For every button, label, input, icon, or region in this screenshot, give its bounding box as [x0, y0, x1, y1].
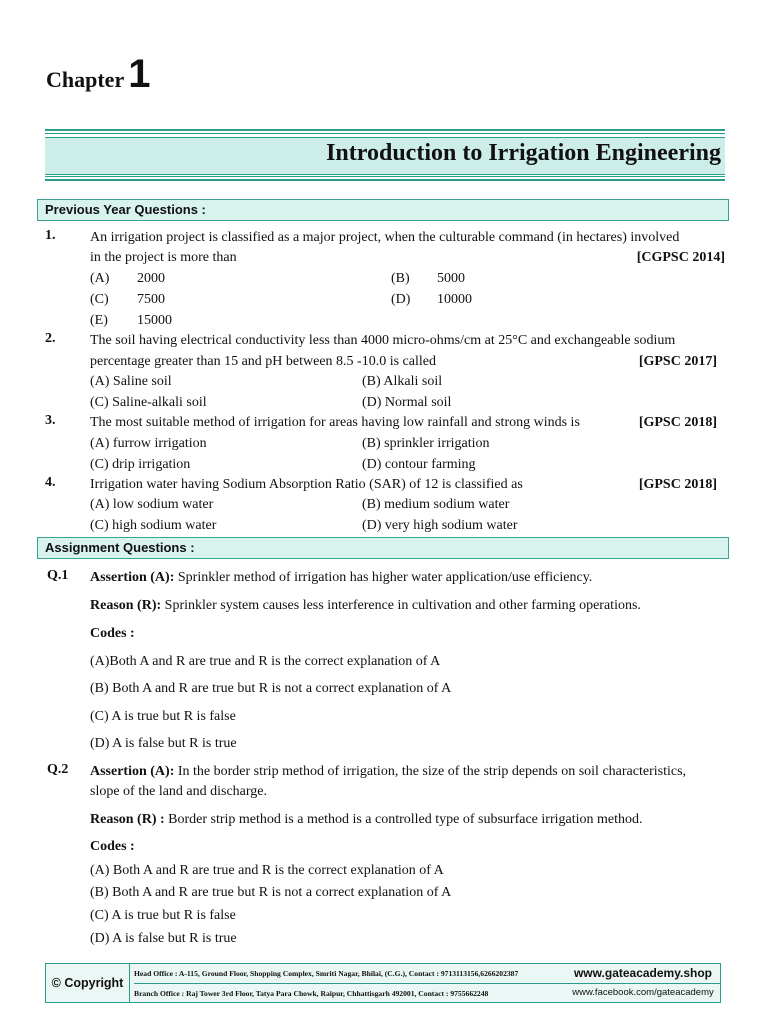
option-text: 5000 — [437, 271, 465, 286]
option-text: (D) A is false but R is true — [90, 931, 237, 946]
assertion-label: Assertion (A): — [90, 764, 175, 779]
assertion-label: Assertion (A): — [90, 570, 175, 585]
option-text: (B) Alkali soil — [362, 374, 443, 389]
option-text: (B) medium sodium water — [362, 497, 510, 512]
option-text: (C) Saline-alkali soil — [90, 395, 207, 410]
option-text: (B) Both A and R are true but R is not a correct explanation of A — [90, 681, 452, 696]
option-text: 2000 — [137, 271, 165, 286]
option-label: (B) — [391, 271, 410, 286]
question-number: Q.1 — [47, 568, 69, 583]
reason-line — [90, 810, 643, 831]
reason-label: Reason (R): — [90, 598, 162, 613]
title-rule-top-thin — [45, 133, 725, 134]
option-text: 10000 — [437, 292, 472, 307]
option-text: (C) A is true but R is false — [90, 709, 236, 724]
question-source: [GPSC 2017] — [638, 354, 717, 369]
head-office-address: Head Office : A-115, Ground Floor, Shopping Complex, Smriti Nagar, Bhilai, (C.G.), Contact : 9713113156,6266202387 — [134, 969, 519, 978]
assignment-heading: Assignment Questions : — [45, 540, 195, 555]
assertion-text: In the border strip method of irrigation, the size of the strip depends on soil characteristics, — [174, 764, 687, 779]
reason-line — [90, 596, 641, 617]
previous-year-heading: Previous Year Questions : — [45, 202, 206, 217]
option-text: (C) drip irrigation — [90, 457, 191, 472]
option-text: (D) contour farming — [362, 457, 476, 472]
assertion-line — [90, 762, 686, 783]
website-link[interactable]: www.gateacademy.shop — [573, 966, 713, 980]
facebook-link[interactable]: www.facebook.com/gateacademy — [572, 987, 714, 998]
reason-text: Sprinkler system causes less interference in cultivation and other farming operations. — [161, 598, 641, 613]
question-text: in the project is more than — [90, 250, 237, 265]
option-text: (D) Normal soil — [362, 395, 452, 410]
option-label: (D) — [391, 292, 411, 307]
assignment-section-header — [37, 537, 729, 559]
previous-year-section-header — [37, 199, 729, 221]
codes-label: Codes : — [90, 839, 135, 854]
chapter-label: Chapter — [46, 67, 125, 92]
question-text: Irrigation water having Sodium Absorption Ratio (SAR) of 12 is classified as — [90, 477, 523, 492]
option-text: (A) Saline soil — [90, 374, 172, 389]
question-number: Q.2 — [47, 762, 69, 777]
option-text: (D) A is false but R is true — [90, 736, 237, 751]
question-number: 4. — [45, 475, 56, 490]
option-text: (A) low sodium water — [90, 497, 214, 512]
title-rule-top — [45, 129, 725, 131]
option-text: (C) A is true but R is false — [90, 908, 236, 923]
option-text: (C) high sodium water — [90, 518, 217, 533]
question-text: The most suitable method of irrigation for areas having low rainfall and strong winds is — [90, 415, 580, 430]
footer-divider — [134, 983, 720, 984]
option-text: 15000 — [137, 313, 172, 328]
option-text: (A)Both A and R are true and R is the correct explanation of A — [90, 654, 441, 669]
chapter-heading — [46, 52, 150, 97]
assertion-text-continued: slope of the land and discharge. — [90, 784, 268, 799]
question-text: An irrigation project is classified as a major project, when the culturable command (in hectares) involved — [90, 230, 680, 245]
question-number: 3. — [45, 413, 56, 428]
option-text: (B) Both A and R are true but R is not a correct explanation of A — [90, 885, 452, 900]
reason-text: Border strip method is a method is a controlled type of subsurface irrigation method. — [164, 812, 643, 827]
option-label: (C) — [90, 292, 109, 307]
option-text: (A) furrow irrigation — [90, 436, 207, 451]
assertion-text: Sprinkler method of irrigation has higher water application/use efficiency. — [174, 570, 593, 585]
page-footer — [45, 963, 721, 1003]
question-number: 1. — [45, 228, 56, 243]
question-source: [GPSC 2018] — [638, 415, 717, 430]
question-text: percentage greater than 15 and pH between 8.5 -10.0 is called — [90, 354, 436, 369]
page-title: Introduction to Irrigation Engineering — [326, 140, 721, 166]
option-label: (E) — [90, 313, 108, 328]
option-text: (A) Both A and R are true and R is the correct explanation of A — [90, 863, 444, 878]
question-number: 2. — [45, 331, 56, 346]
question-source: [GPSC 2018] — [638, 477, 717, 492]
copyright-label: © Copyright — [46, 964, 130, 1002]
option-text: (D) very high sodium water — [362, 518, 518, 533]
codes-label: Codes : — [90, 626, 135, 641]
question-text: The soil having electrical conductivity less than 4000 micro-ohms/cm at 25°C and exchangeable sodium — [90, 333, 676, 348]
option-text: (B) sprinkler irrigation — [362, 436, 490, 451]
title-rule-bottom — [45, 179, 725, 181]
branch-office-address: Branch Office : Raj Tower 3rd Floor, Tatya Para Chowk, Raipur, Chhattisgarh 492001, Contact : 9755662248 — [134, 989, 489, 998]
title-rule-bottom-thin — [45, 176, 725, 177]
title-band — [45, 137, 725, 175]
option-text: 7500 — [137, 292, 165, 307]
chapter-number: 1 — [128, 52, 151, 96]
question-source: [CGPSC 2014] — [636, 250, 725, 265]
assertion-line — [90, 568, 592, 589]
option-label: (A) — [90, 271, 110, 286]
reason-label: Reason (R) : — [90, 812, 165, 827]
